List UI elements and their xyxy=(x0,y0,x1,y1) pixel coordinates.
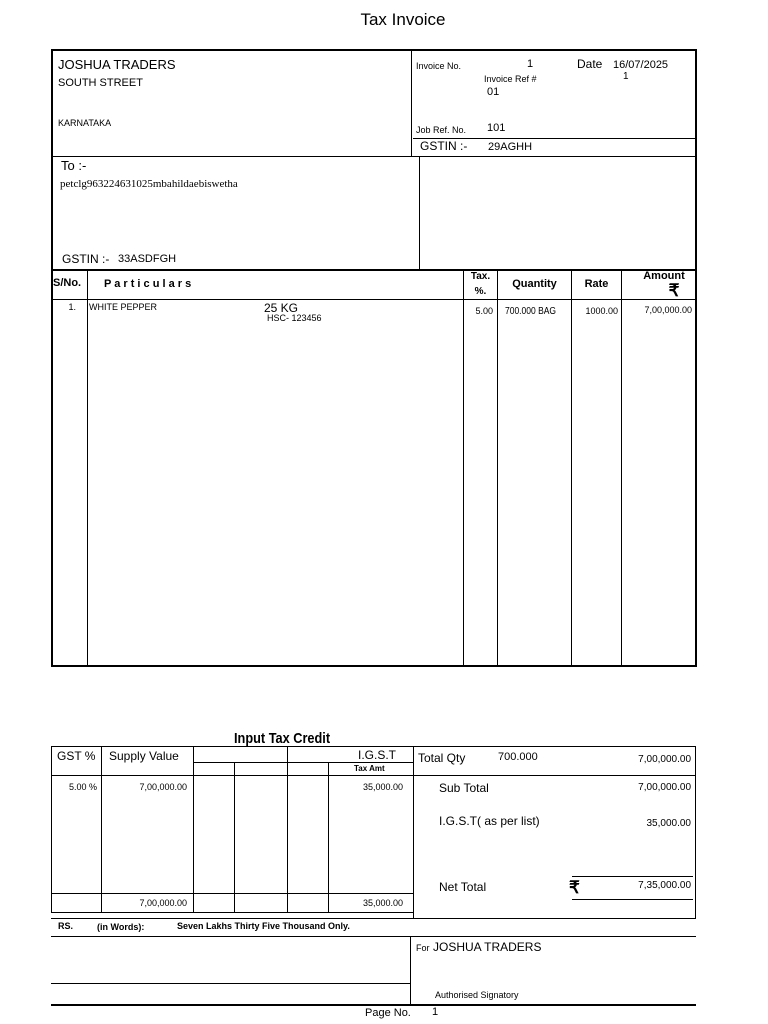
buyer-gstin-value: 33ASDFGH xyxy=(118,253,177,265)
itc-supply-header: Supply Value xyxy=(109,749,179,763)
row-pack: 25 KG xyxy=(264,301,299,315)
row-sno: 1. xyxy=(68,302,76,312)
date-label: Date xyxy=(577,57,603,71)
in-words-label: (in Words): xyxy=(97,922,145,932)
subtotal-value: 7,00,000.00 xyxy=(638,782,691,793)
invoice-ref-label: Invoice Ref # xyxy=(484,74,537,84)
row-hsc: HSC- 123456 xyxy=(267,313,322,323)
page-title: Tax Invoice xyxy=(360,10,446,29)
itc-igst-header: I.G.S.T xyxy=(358,748,397,762)
page-no-value: 1 xyxy=(432,1006,439,1018)
job-ref-label: Job Ref. No. xyxy=(416,125,467,135)
itc-row-gst: 5.00 % xyxy=(68,782,97,792)
subtotal-label: Sub Total xyxy=(439,781,489,795)
row-amount: 7,00,000.00 xyxy=(644,305,692,315)
page-no-label: Page No. xyxy=(365,1007,411,1019)
itc-total-supply: 7,00,000.00 xyxy=(139,898,187,908)
total-qty-label: Total Qty xyxy=(418,751,466,765)
igst-value: 35,000.00 xyxy=(646,818,691,829)
invoice-no-value: 1 xyxy=(527,58,534,70)
itc-taxamt-header: Tax Amt xyxy=(354,764,385,773)
col-header-tax: Tax. xyxy=(470,271,491,282)
itc-gst-header: GST % xyxy=(57,749,96,763)
seller-street: SOUTH STREET xyxy=(58,77,143,89)
col-header-rate: Rate xyxy=(584,278,609,290)
col-header-amount: Amount xyxy=(643,270,685,282)
itc-title: Input Tax Credit xyxy=(234,730,331,747)
seller-gstin-label: GSTIN :- xyxy=(420,139,468,153)
itc-row-tax: 35,000.00 xyxy=(362,782,403,792)
buyer-text: petclg963224631025mbahildaebiswetha xyxy=(60,178,238,190)
rupee-icon: ₹ xyxy=(668,281,680,300)
date-value: 16/07/2025 xyxy=(613,59,669,71)
total-qty-value: 700.000 xyxy=(498,751,538,763)
rupee-icon: ₹ xyxy=(569,878,580,897)
seller-state: KARNATAKA xyxy=(58,118,112,128)
itc-total-tax: 35,000.00 xyxy=(362,898,403,908)
date-sub-value: 1 xyxy=(623,71,629,82)
for-label: For xyxy=(416,943,430,953)
rs-label: RS. xyxy=(58,921,74,931)
net-total-value: 7,35,000.00 xyxy=(638,880,691,891)
signature-company: JOSHUA TRADERS xyxy=(433,940,542,954)
total-qty-amount: 7,00,000.00 xyxy=(638,754,691,765)
authorised-signatory: Authorised Signatory xyxy=(435,990,519,1000)
invoice-header-box xyxy=(51,49,697,271)
row-tax: 5.00 xyxy=(475,306,493,316)
seller-gstin-value: 29AGHH xyxy=(488,141,533,153)
items-table xyxy=(51,269,697,667)
to-label: To :- xyxy=(61,158,87,173)
col-header-tax-percent: %. xyxy=(474,286,487,297)
invoice-ref-value: 01 xyxy=(487,86,500,98)
row-quantity: 700.000 BAG xyxy=(505,306,557,317)
row-item: WHITE PEPPER xyxy=(89,302,158,312)
job-ref-value: 101 xyxy=(487,122,506,134)
col-header-particulars: P a r t i c u l a r s xyxy=(104,278,192,290)
amount-in-words: Seven Lakhs Thirty Five Thousand Only. xyxy=(177,921,350,931)
net-total-label: Net Total xyxy=(439,880,487,894)
row-rate: 1000.00 xyxy=(585,306,618,316)
col-header-sno: S/No. xyxy=(53,277,82,289)
igst-label: I.G.S.T( as per list) xyxy=(439,814,540,828)
itc-row-supply: 7,00,000.00 xyxy=(139,782,187,792)
invoice-no-label: Invoice No. xyxy=(416,61,462,71)
seller-name: JOSHUA TRADERS xyxy=(58,57,176,72)
col-header-quantity: Quantity xyxy=(512,278,557,290)
buyer-gstin-label: GSTIN :- xyxy=(62,252,110,266)
